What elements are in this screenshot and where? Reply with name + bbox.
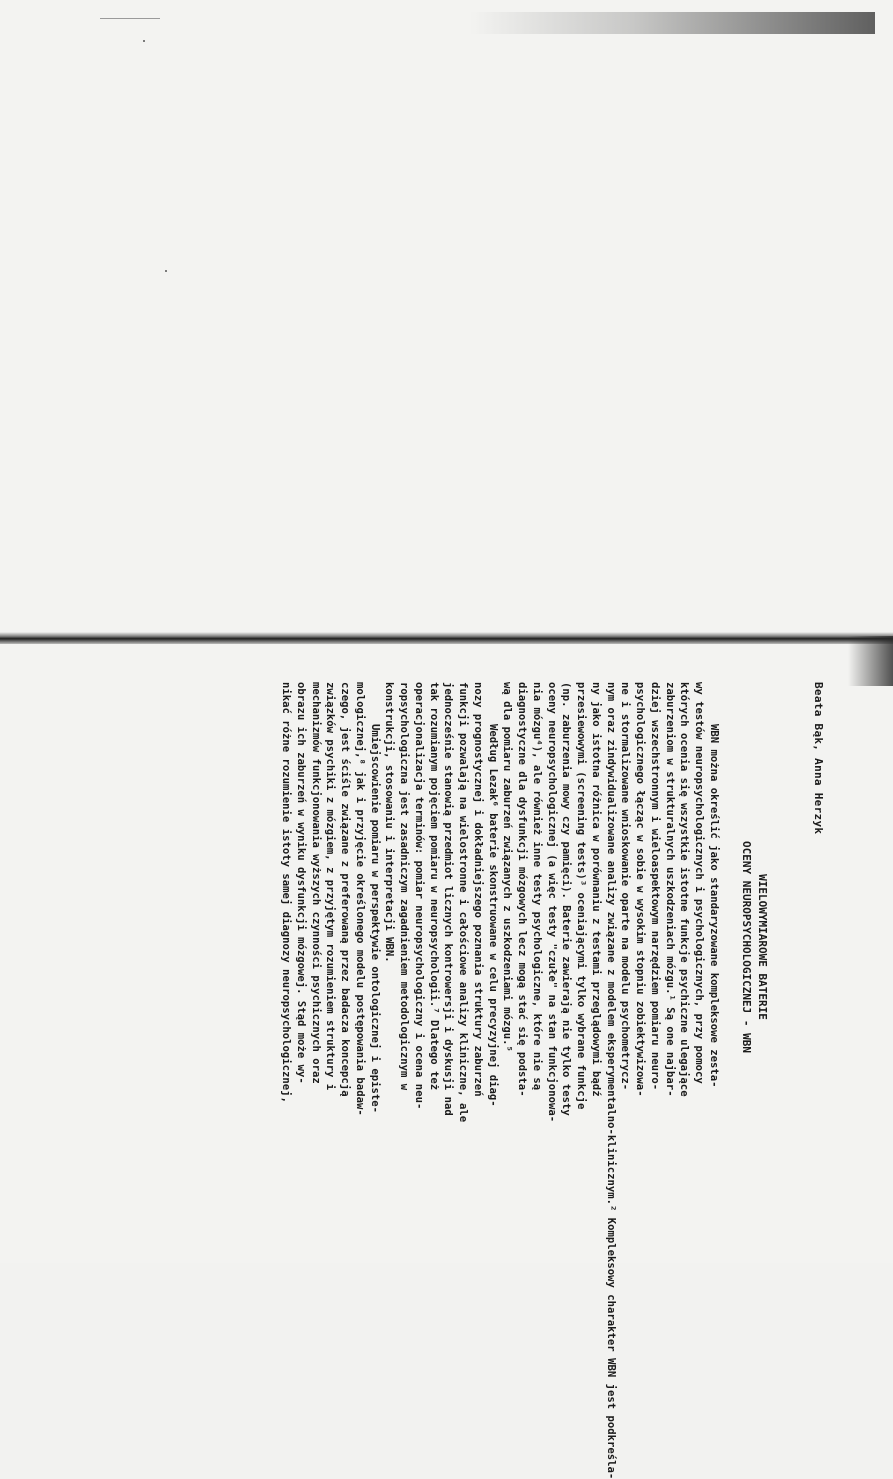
text-line: Umiejscowienie pomiaru w perspektywie ontologicznej i episte-: [368, 724, 381, 1114]
scan-speck: [143, 40, 145, 42]
text-line: nym oraz zindywidualizowane analizy związane z modelem eksperymentalno-klinicznym.² Kompleksowy charakter WBN jest podkreśla-: [604, 682, 617, 1479]
text-line: funkcji pozwalają na wielostronne i całościowe analizy kliniczne, ale: [457, 682, 470, 1123]
scan-edge-streak: [470, 12, 875, 34]
text-line: mechanizmów funkcjonowania wyższych czynności psychicznych oraz: [309, 682, 322, 1084]
text-line: związków psychiki z mózgiem, z przyjętym rozumieniem struktury i: [324, 682, 337, 1091]
text-line: wy testów neuropsychologicznych i psychologicznych, przy pomocy: [693, 682, 706, 1084]
scan-speck: [165, 270, 167, 272]
text-line: konstrukcji, stosowaniu i interpretacji WBN.: [383, 682, 396, 963]
text-line: ne i stormalizowane wnioskowanie oparte na modelu psychometrycz-: [619, 682, 632, 1091]
text-line: oceny neuropsychologicznej (a więc testy "czułe" na stan funkcjonowa-: [545, 682, 558, 1123]
text-line: czego, jest ściśle związane z preferowaną przez badacza koncepcją: [339, 682, 352, 1097]
rotated-text-block: [105, 682, 825, 1479]
text-line: mologicznej,⁸ jak i przyjęcie określonego modelu postępowania badaw-: [354, 682, 366, 1116]
text-line: nia mózgu⁴), ale również inne testy psychologiczne, które nie są: [531, 682, 543, 1091]
author-line: Beata Bąk, Anna Herzyk: [812, 682, 825, 835]
text-line: operacjonalizacja terminów: pomiar neuropsychologiczny i ocena neu-: [413, 682, 425, 1110]
scan-edge-mark: [100, 18, 160, 19]
text-line: diagnostyczne dla dysfunkcji mózgowych lecz mogą stać się podsta-: [516, 682, 529, 1097]
text-line: Według Lezak⁶ baterie skonstruowane w celu precyzyjnej diag-: [486, 724, 499, 1107]
text-line: (np. zaburzenia mowy czy pamięci). Baterie zawierają nie tylko testy: [560, 682, 573, 1116]
title-line-1: WIELOWYMIAROWE BATERIE: [756, 874, 769, 1020]
text-line: zaburzeniom w strukturalnych uszkodzeniach mózgu.¹ Są one najbar-: [663, 682, 676, 1097]
text-line: przesiewowymi (screening tests)³ oceniającymi tylko wybrane funkcje: [575, 682, 588, 1110]
page-fold-shadow: [0, 632, 893, 644]
text-line: ropsychologiczna jest zasadniczym zagadnieniem metodologicznym w: [398, 682, 411, 1091]
text-line: dziej wszechstronnym i wieloaspektowym narzędziem pomiaru neuro-: [649, 682, 661, 1091]
text-line: nikać różne rozumienie istoty samej diagnozy neuropsychologicznej,: [280, 682, 293, 1103]
text-line: których ocenia się wszystkie istotne funkcje psychiczne ulegające: [678, 682, 691, 1097]
text-line: psychologicznego łącząc w sobie w wysokim stopniu zobiektywizowa-: [634, 682, 647, 1097]
title-line-2: OCENY NEUROPSYCHOLOGICZNEJ - WBN: [740, 841, 753, 1053]
text-line: ny jako istotna różnica w porównaniu z testami przeglądowymi bądź: [590, 682, 602, 1097]
text-line: tak rozumianym pojęciem pomiaru w neuropsychologii.⁷ Dlatego też: [427, 682, 440, 1091]
page-edge-shadow: [848, 636, 893, 686]
text-line: obrazu ich zaburzeń w wyniku dysfunkcji mózgowej. Stąd może wy-: [295, 682, 307, 1084]
text-line: jednocześnie stanowią przedmiot licznych kontrowersji i dyskusji nad: [442, 682, 455, 1116]
text-line: WBN można określić jako standaryzowane kompleksowe zesta-: [708, 724, 720, 1088]
text-line: nozy prognostycznej i dokładniejszego poznania struktury zaburzeń: [472, 682, 484, 1097]
text-line: wą dla pomiaru zaburzeń związanych z uszkodzeniami mózgu.⁵: [501, 682, 514, 1052]
